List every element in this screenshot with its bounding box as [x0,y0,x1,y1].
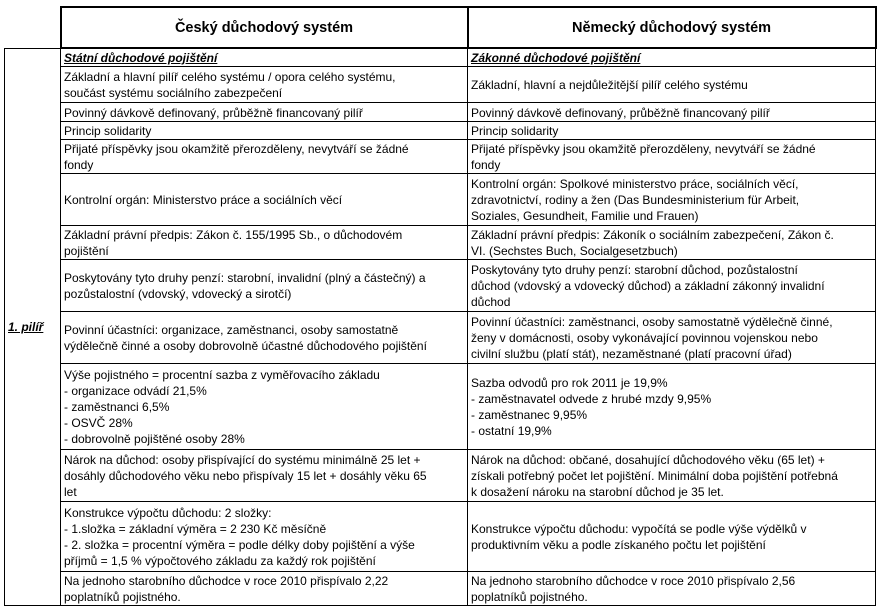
table-row [5,572,876,606]
czech-cell: Přijaté příspěvky jsou okamžitě přerozděleny, nevytváří se žádné fondy [61,140,468,174]
table-row [5,364,876,450]
czech-system-header: Český důchodový systém [61,7,468,48]
czech-subheader: Státní důchodové pojištění [61,48,468,67]
table-row [5,226,876,260]
subheader-row [5,48,876,67]
czech-cell: Poskytovány tyto druhy penzí: starobní, invalidní (plný a částečný) a pozůstalostní (vdovský, vdovecký a sirotčí) [61,260,468,312]
german-cell: Princip solidarity [468,122,876,140]
table-row [5,260,876,312]
german-cell: Základní, hlavní a nejdůležitější pilíř celého systému [468,67,876,103]
table-row [5,67,876,103]
german-cell: Základní právní předpis: Zákoník o sociálním zabezpečení, Zákon č. VI. (Sechstes Buch, Socialgesetzbuch) [468,226,876,260]
czech-cell: Na jednoho starobního důchodce v roce 2010 přispívalo 2,22 poplatníků pojistného. [61,572,468,606]
german-subheader: Zákonné důchodové pojištění [468,48,876,67]
czech-cell: Základní a hlavní pilíř celého systému / opora celého systému, součást systému sociálního zabezpečení [61,67,468,103]
czech-cell: Základní právní předpis: Zákon č. 155/1995 Sb., o důchodovém pojištění [61,226,468,260]
corner-cell [5,7,61,48]
pillar-label: 1. pilíř [5,48,61,606]
german-cell: Sazba odvodů pro rok 2011 je 19,9% - zaměstnavatel odvede z hrubé mzdy 9,95% - zaměstnanec 9,95% - ostatní 19,9% [468,364,876,450]
table-row [5,502,876,572]
czech-cell: Konstrukce výpočtu důchodu: 2 složky: - 1.složka = základní výměra = 2 230 Kč měsíčně - 2. složka = procentní výměra = podle délky doby pojištění a výše příjmů = 1,5 % výpočtového základu za každý rok pojištění [61,502,468,572]
german-cell: Na jednoho starobního důchodce v roce 2010 přispívalo 2,56 poplatníků pojistného. [468,572,876,606]
czech-cell: Výše pojistného = procentní sazba z vyměřovacího základu - organizace odvádí 21,5% - zaměstnanci 6,5% - OSVČ 28% - dobrovolně pojištěné osoby 28% [61,364,468,450]
german-cell: Konstrukce výpočtu důchodu: vypočítá se podle výše výdělků v produktivním věku a podle získaného počtu let pojištění [468,502,876,572]
german-cell: Povinní účastníci: zaměstnanci, osoby samostatně výdělečně činné, ženy v domácnosti, osoby vykonávající povinnou vojenskou nebo civilní službu (platí stát), nezaměstnané (platí pracovní úřad) [468,312,876,364]
table-row [5,312,876,364]
table-row [5,122,876,140]
table-row [5,140,876,174]
czech-cell: Princip solidarity [61,122,468,140]
header-row [5,7,876,48]
czech-cell: Povinný dávkově definovaný, průběžně financovaný pilíř [61,103,468,122]
german-cell: Povinný dávkově definovaný, průběžně financovaný pilíř [468,103,876,122]
czech-cell: Nárok na důchod: osoby přispívající do systému minimálně 25 let + dosáhly důchodového věku nebo přispívaly 15 let + dosáhly věku 65 let [61,450,468,502]
table-row [5,103,876,122]
pension-comparison-table [4,6,877,606]
german-cell: Poskytovány tyto druhy penzí: starobní důchod, pozůstalostní důchod (vdovský a vdovecký důchod) a základní zákonný invalidní důchod [468,260,876,312]
german-cell: Kontrolní orgán: Spolkové ministerstvo práce, sociálních věcí, zdravotnictví, rodiny a žen (Das Bundesministerium für Arbeit, Soziales, Gesundheit, Familie und Frauen) [468,174,876,226]
czech-cell: Povinní účastníci: organizace, zaměstnanci, osoby samostatně výdělečně činné a osoby dobrovolně účastné důchodového pojištění [61,312,468,364]
czech-cell: Kontrolní orgán: Ministerstvo práce a sociálních věcí [61,174,468,226]
german-system-header: Německý důchodový systém [468,7,876,48]
german-cell: Nárok na důchod: občané, dosahující důchodového věku (65 let) + získali potřebný počet let pojištění. Minimální doba pojištění potřebná k dosažení nároku na starobní důchod je 35 let. [468,450,876,502]
german-cell: Přijaté příspěvky jsou okamžitě přerozděleny, nevytváří se žádné fondy [468,140,876,174]
table-row [5,174,876,226]
table-row [5,450,876,502]
